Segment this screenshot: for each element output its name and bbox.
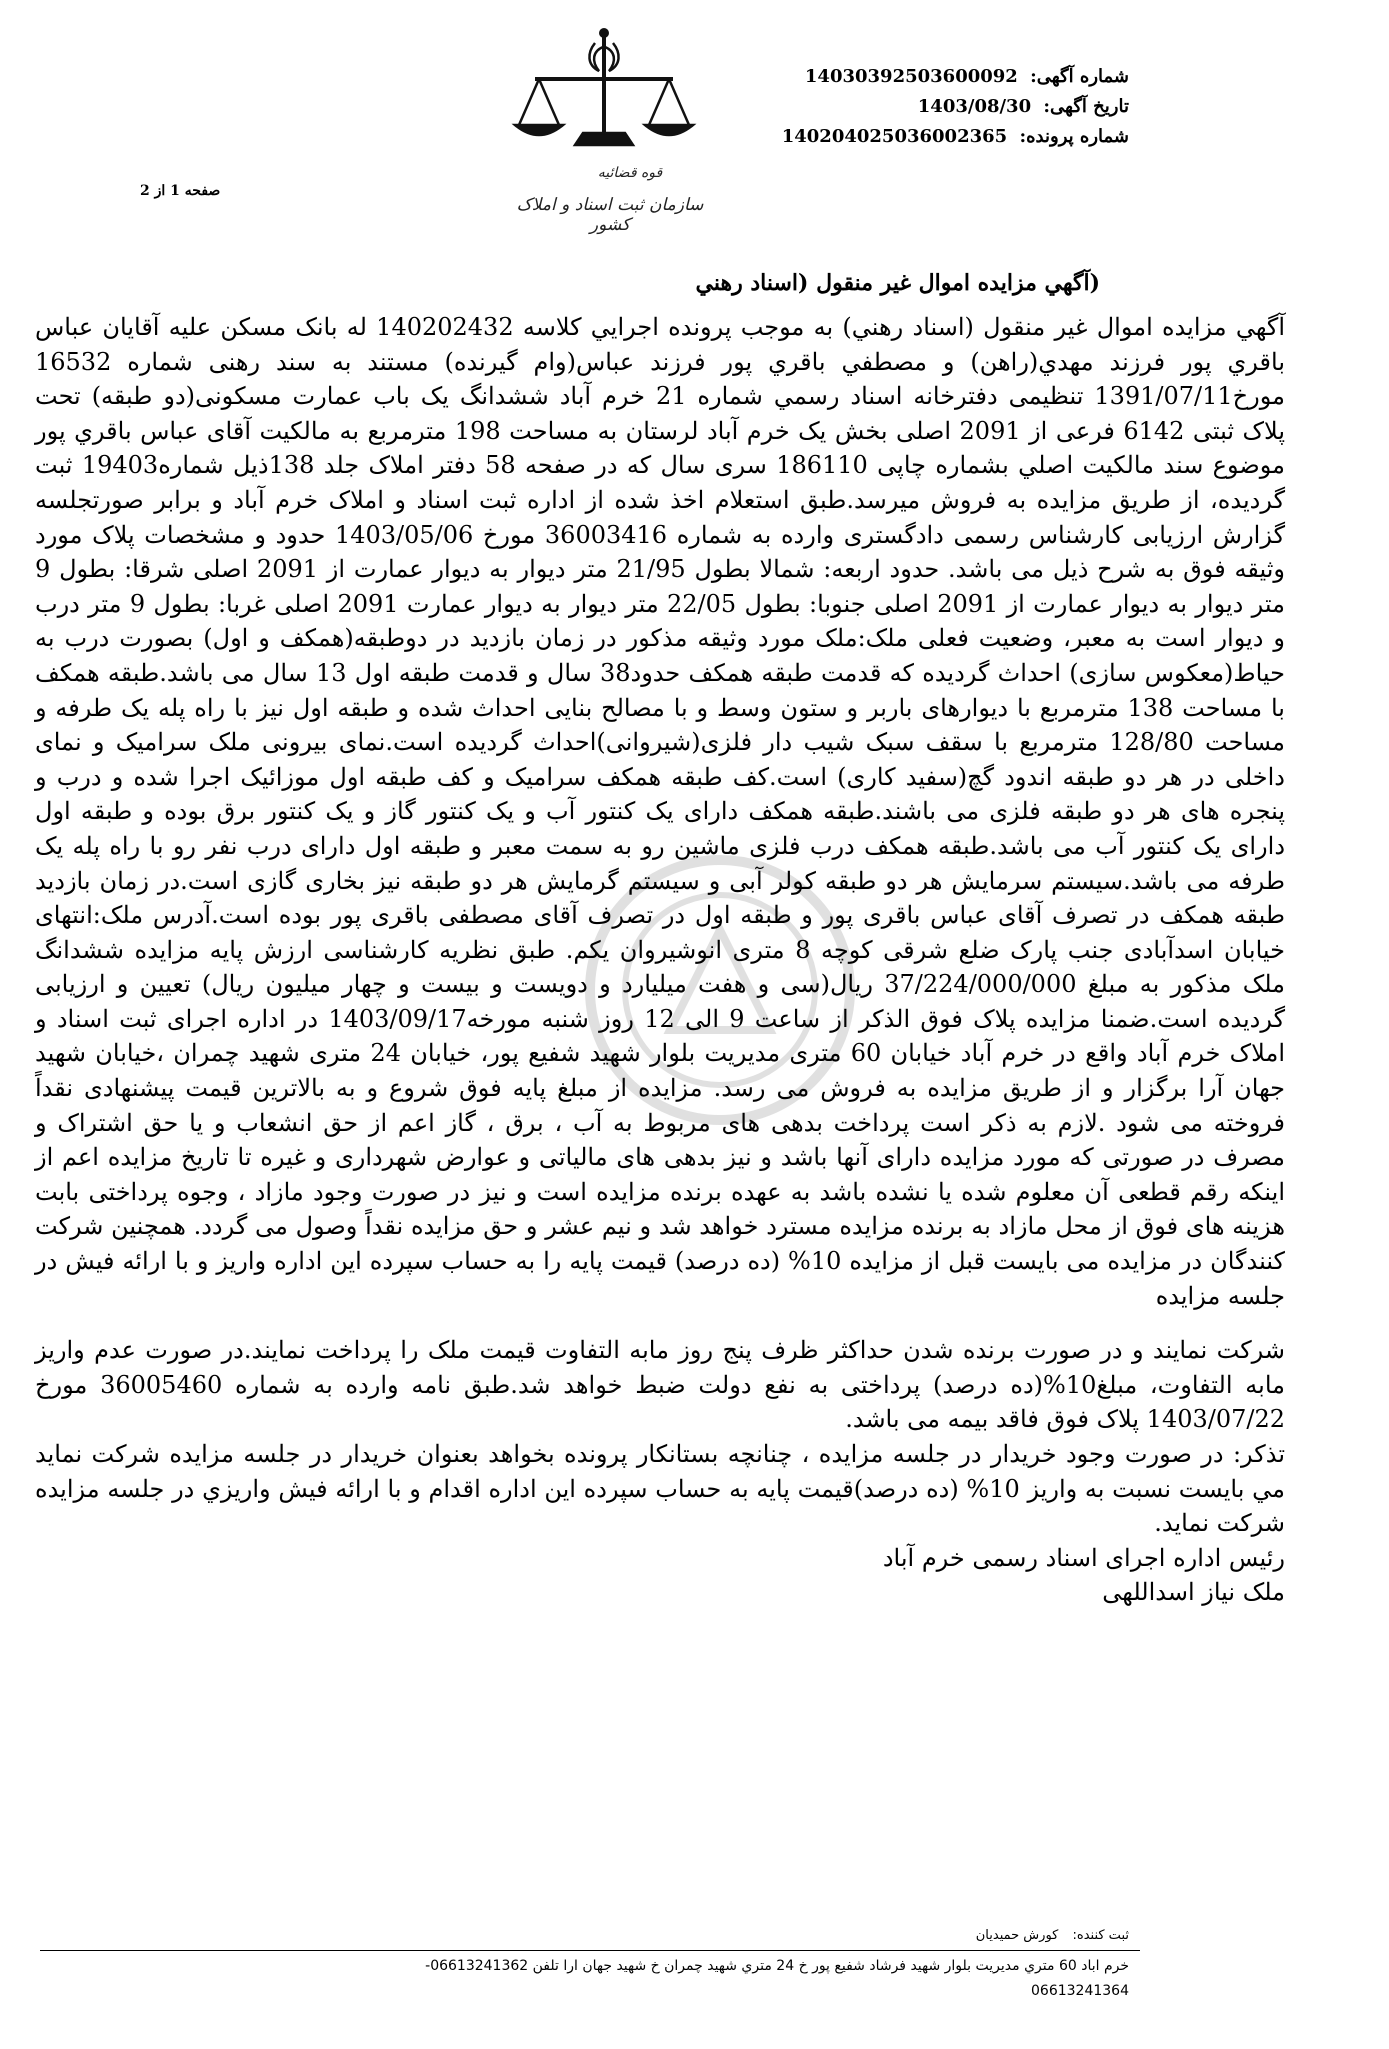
document-title: (آگهي مزايده اموال غير منقول (اسناد رهني (695, 270, 1100, 296)
registrar (976, 1928, 1129, 1943)
emblem-caption-org: سازمان ثبت اسناد و املاک کشور (516, 195, 704, 235)
judiciary-emblem (495, 15, 725, 235)
ad-number: 14030392503600092 (804, 66, 1018, 87)
registrar-name: کورش حمیدیان (975, 1928, 1059, 1943)
body-paragraph-main: آگهي مزايده اموال غير منقول (اسناد رهني) به موجب پرونده اجرايي كلاسه 140202432 له بانک مسکن علیه آقایان عباس باقري پور فرزند مهدي(راهن) و مصطفي باقري پور فرزند عباس(وام گیرنده) مستند به سند رهنی شماره 16532 مورخ1391/07/11 تنظیمی دفترخانه اسناد رسمي شماره 21 خرم آباد ششدانگ یک باب عمارت مسکونی(دو طبقه) تحت پلاک ثبتی 6142 فرعی از 2091 اصلی بخش یک خرم آباد لرستان به مساحت 198 مترمربع به مالکیت آقای عباس باقري پور موضوع سند مالکیت اصلي بشماره چاپی 186110 سری سال که در صفحه 58 دفتر املاک جلد 138ذیل شماره19403 ثبت گردیده، از طریق مزایده به فروش میرسد.طبق استعلام اخذ شده از اداره ثبت اسناد و املاک خرم آباد و برابر صورتجلسه گزارش ارزیابی کارشناس رسمی دادگستری وارده به شماره 36003416 مورخ 1403/05/06 حدود و مشخصات پلاک مورد وثیقه فوق به شرح ذیل می باشد. حدود اربعه: شمالا بطول 21/95 متر دیوار به دیوار عمارت از 2091 اصلی شرقا: بطول 9 متر دیوار به دیوار عمارت از 2091 اصلی جنوبا: بطول 22/05 متر دیوار به دیوار عمارت 2091 اصلی غربا: بطول 9 متر درب و دیوار است به معبر، وضعیت فعلی ملک:ملک مورد وثیقه مذکور در زمان بازدید در دوطبقه(همکف و اول) بصورت درب به حیاط(معکوس سازی) احداث گردیده که قدمت طبقه همکف حدود38 سال و قدمت طبقه اول 13 سال می باشد.طبقه همکف با مساحت 138 مترمربع با دیوارهای باربر و ستون وسط و با مصالح بنایی احداث شده و طبقه اول نیز با راه پله یک طرفه و مساحت 128/80 مترمربع با سقف سبک شیب دار فلزی(شیروانی)احداث گردیده است.نمای بیرونی ملک سرامیک و نمای داخلی در هر دو طبقه اندود گچ(سفید کاری) است.کف طبقه همکف سرامیک و کف طبقه اول موزائیک اجرا شده و درب و پنجره های هر دو طبقه فلزی می باشند.طبقه همکف دارای یک کنتور آب و یک کنتور گاز و یک کنتور برق بوده و طبقه اول دارای یک کنتور آب می باشد.طبقه همکف درب فلزی ماشین رو به سمت معبر و طبقه اول دارای درب نفر رو با راه پله یک طرفه می باشد.سیستم سرمایش هر دو طبقه کولر آبی و سیستم گرمایش هر دو طبقه نیز بخاری گازی است.در زمان بازدید طبقه همکف در تصرف آقای عباس باقری پور و طبقه اول در تصرف آقای مصطفی باقری پور بوده است.آدرس ملک:انتهای خیابان اسدآبادی جنب پارک ضلع شرقی کوچه 8 متری انوشیروان یکم. طبق نظریه کارشناسی ارزش پایه مزایده ششدانگ ملک مذکور به مبلغ 37/224/000/000 ریال(سی و هفت میلیارد و دویست و بیست و چهار میلیون ریال) تعیین و ارزیابی گردیده است.ضمنا مزایده پلاک فوق الذکر از ساعت 9 الی 12 روز شنبه مورخه1403/09/17 در اداره اجرای ثبت اسناد و املاک خرم آباد واقع در خرم آباد خیابان 60 متری مدیریت بلوار شهید شفیع پور، خیابان 24 متری شهید چمران ،خیابان شهید جهان آرا برگزار و از طریق مزایده به فروش می رسد. مزایده از مبلغ پایه فوق شروع و به بالاترین قیمت پیشنهادی نقداً فروخته می شود .لازم به ذکر است پرداخت بدهی های مربوط به آب ، برق ، گاز اعم از حق انشعاب و یا حق اشتراک و مصرف در صورتی که مورد مزایده دارای آنها باشد و نیز بدهی های مالیاتی و عوارض شهرداری و غیره تا تاریخ مزایده اعم از اینکه رقم قطعی آن معلوم شده یا نشده باشد به عهده برنده مزایده است و نیز در صورت وجود مازاد ، وجوه پرداختی بابت هزینه های فوق از محل مازاد به برنده مزایده مسترد خواهد شد و نیم عشر و حق مزایده نقداً وصول می گردد. همچنین شرکت کنندگان در مزایده می بایست قبل از مزایده 10% (ده درصد) قیمت پایه را به حساب سپرده این اداره واریز و با ارائه فیش در جلسه مزایده (35, 313, 1286, 1310)
ad-number-row (782, 62, 1129, 92)
ad-date: 1403/08/30 (917, 96, 1032, 117)
emblem-caption-judiciary: قوه قضائیه (597, 165, 663, 181)
case-number: 140204025036002365 (781, 126, 1008, 147)
signature-name: ملک نیاز اسداللهی (1102, 1578, 1285, 1607)
body-paragraph-payment: شرکت نمایند و در صورت برنده شدن حداکثر ظرف پنج روز مابه التفاوت قیمت ملک را پرداخت نمایند.در صورت عدم واریز مابه التفاوت، مبلغ10%(ده درصد) پرداختی به نفع دولت ضبط خواهد شد.طبق نامه وارده به شماره 36005460 مورخ 1403/07/22 پلاک فوق فاقد بیمه می باشد. (35, 1336, 1285, 1434)
ad-meta (782, 62, 1129, 152)
footer-divider (40, 1950, 1140, 1951)
footer-phone: 06613241364 (1031, 1983, 1129, 1999)
ad-date-label: تاریخ آگهی: (1043, 96, 1129, 117)
case-number-label: شماره پرونده: (1019, 126, 1129, 147)
footer-address: خرم اباد 60 متري مديريت بلوار شهيد فرشاد شفيع پور خ 24 متري شهيد چمران خ شهيد جهان ارا تلفن 06613241362- (425, 1958, 1129, 1974)
registrar-label: ثبت کننده: (1072, 1928, 1129, 1943)
case-number-row (782, 122, 1129, 152)
page-indicator: صفحه 1 از 2 (140, 183, 221, 199)
document-body (35, 310, 1285, 1610)
scales-of-justice-icon (495, 15, 725, 165)
ad-date-row (782, 92, 1129, 122)
ad-number-label: شماره آگهی: (1030, 66, 1129, 87)
body-paragraph-note: تذکر: در صورت وجود خریدار در جلسه مزایده ، چنانچه بستانکار پرونده بخواهد بعنوان خریدار در جلسه مزایده شرکت نماید مي بایست نسبت به واریز 10% (ده درصد)قیمت پایه به حساب سپرده این اداره اقدام و با ارائه فیش واریزي در جلسه مزایده شرکت نماید. (35, 1440, 1285, 1538)
signature-title: رئیس اداره اجرای اسناد رسمی خرم آباد (882, 1543, 1285, 1572)
